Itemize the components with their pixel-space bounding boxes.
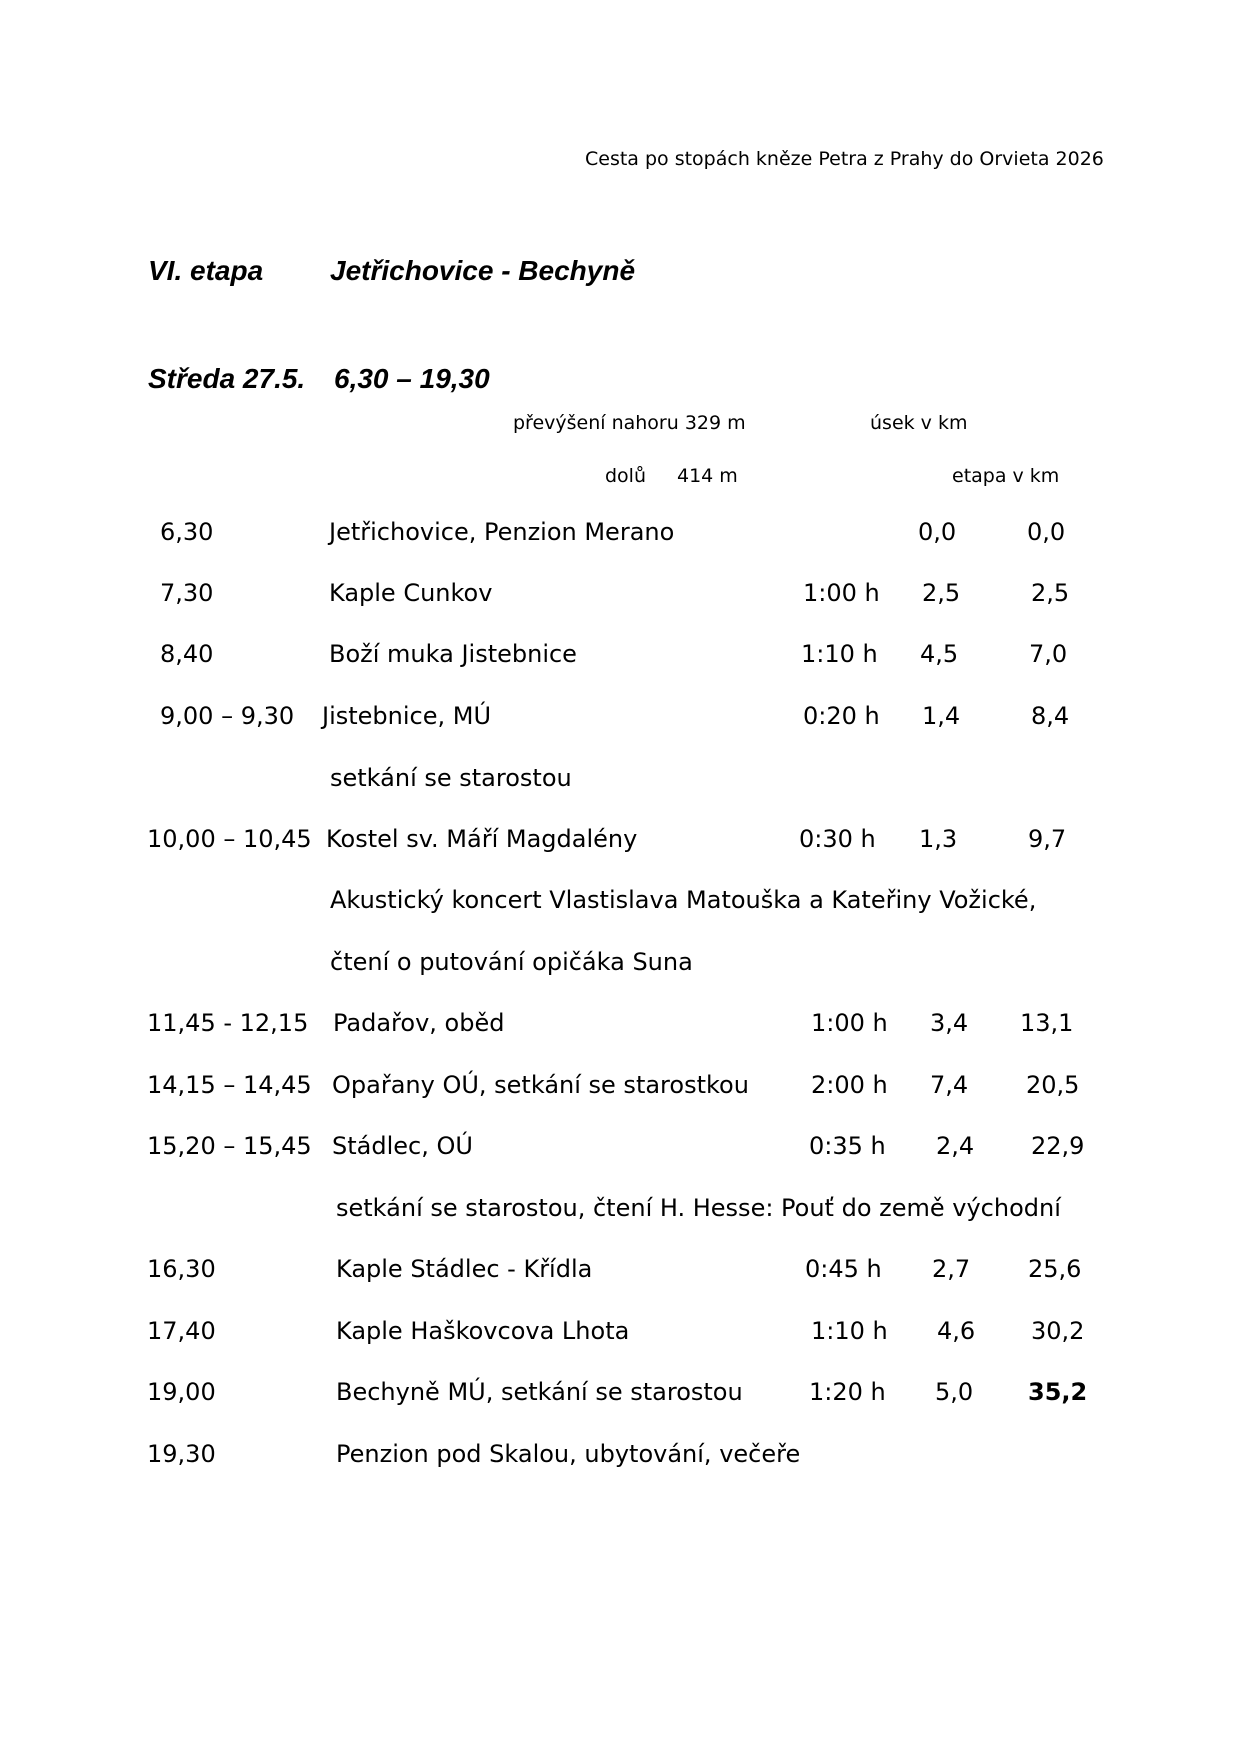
elevation-down-value: 414 m xyxy=(677,465,738,487)
row-total-km: 22,9 xyxy=(1031,1132,1085,1160)
row-segment-km: 7,4 xyxy=(930,1071,969,1099)
row-place: Boží muka Jistebnice xyxy=(329,640,577,668)
stage-label: VI. etapa xyxy=(148,255,264,286)
row-total-km: 9,7 xyxy=(1028,825,1067,853)
row-time: 17,40 xyxy=(147,1317,216,1345)
column-header-stage: etapa v km xyxy=(952,465,1060,487)
row-time: 11,45 - 12,15 xyxy=(147,1009,309,1037)
row-note: čtení o putování opičáka Suna xyxy=(330,948,693,976)
row-place: Stádlec, OÚ xyxy=(332,1132,473,1160)
row-time: 19,30 xyxy=(147,1440,216,1468)
row-time: 7,30 xyxy=(160,579,214,607)
row-note: Akustický koncert Vlastislava Matouška a Kateřiny Vožické, xyxy=(330,886,1037,914)
row-segment-km: 4,6 xyxy=(937,1317,976,1345)
row-duration: 1:00 h xyxy=(811,1009,888,1037)
row-place: Penzion pod Skalou, ubytování, večeře xyxy=(336,1440,801,1468)
row-duration: 0:45 h xyxy=(805,1255,882,1283)
row-time: 10,00 – 10,45 xyxy=(147,825,312,853)
row-segment-km: 2,5 xyxy=(922,579,961,607)
row-duration: 2:00 h xyxy=(811,1071,888,1099)
row-place: Bechyně MÚ, setkání se starostou xyxy=(336,1378,743,1406)
document-header: Cesta po stopách kněze Petra z Prahy do Orvieta 2026 xyxy=(585,148,1104,170)
row-total-km: 2,5 xyxy=(1031,579,1070,607)
row-segment-km: 2,7 xyxy=(932,1255,971,1283)
row-place: Jetřichovice, Penzion Merano xyxy=(329,518,675,546)
row-segment-km: 2,4 xyxy=(936,1132,975,1160)
stage-route: Jetřichovice - Bechyně xyxy=(330,255,636,286)
row-time: 9,00 – 9,30 xyxy=(160,702,295,730)
row-segment-km: 1,3 xyxy=(919,825,958,853)
row-duration: 0:35 h xyxy=(809,1132,886,1160)
row-time: 16,30 xyxy=(147,1255,216,1283)
row-place: Kaple Haškovcova Lhota xyxy=(336,1317,630,1345)
row-duration: 0:20 h xyxy=(803,702,880,730)
row-segment-km: 3,4 xyxy=(930,1009,969,1037)
row-total-km: 20,5 xyxy=(1026,1071,1080,1099)
row-duration: 1:10 h xyxy=(811,1317,888,1345)
row-place: Kaple Cunkov xyxy=(329,579,493,607)
row-place: Kostel sv. Máří Magdalény xyxy=(326,825,638,853)
row-segment-km: 1,4 xyxy=(922,702,961,730)
row-segment-km: 0,0 xyxy=(918,518,957,546)
row-time: 6,30 xyxy=(160,518,214,546)
row-segment-km: 5,0 xyxy=(935,1378,974,1406)
row-time: 19,00 xyxy=(147,1378,216,1406)
row-duration: 1:00 h xyxy=(803,579,880,607)
row-total-km: 25,6 xyxy=(1028,1255,1082,1283)
row-place: Kaple Stádlec - Křídla xyxy=(336,1255,593,1283)
elevation-down-label: dolů xyxy=(605,465,647,487)
row-time: 15,20 – 15,45 xyxy=(147,1132,312,1160)
day-label: Středa 27.5. xyxy=(148,363,306,394)
row-duration: 1:20 h xyxy=(809,1378,886,1406)
row-time: 8,40 xyxy=(160,640,214,668)
row-total-km: 7,0 xyxy=(1029,640,1068,668)
row-total-km: 8,4 xyxy=(1031,702,1070,730)
row-place: Opařany OÚ, setkání se starostkou xyxy=(332,1071,749,1099)
row-duration: 0:30 h xyxy=(799,825,876,853)
elevation-up: převýšení nahoru 329 m xyxy=(513,412,746,434)
row-total-km: 0,0 xyxy=(1027,518,1066,546)
column-header-segment: úsek v km xyxy=(870,412,968,434)
row-total-km: 13,1 xyxy=(1020,1009,1074,1037)
row-total-km: 30,2 xyxy=(1031,1317,1085,1345)
row-duration: 1:10 h xyxy=(801,640,878,668)
row-segment-km: 4,5 xyxy=(920,640,959,668)
row-place: Jistebnice, MÚ xyxy=(322,702,492,730)
row-total-km: 35,2 xyxy=(1028,1378,1088,1406)
row-note: setkání se starostou, čtení H. Hesse: Pouť do země východní xyxy=(336,1194,1061,1222)
row-place: Padařov, oběd xyxy=(333,1009,505,1037)
day-time: 6,30 – 19,30 xyxy=(334,363,490,394)
row-note: setkání se starostou xyxy=(330,764,572,792)
row-time: 14,15 – 14,45 xyxy=(147,1071,312,1099)
